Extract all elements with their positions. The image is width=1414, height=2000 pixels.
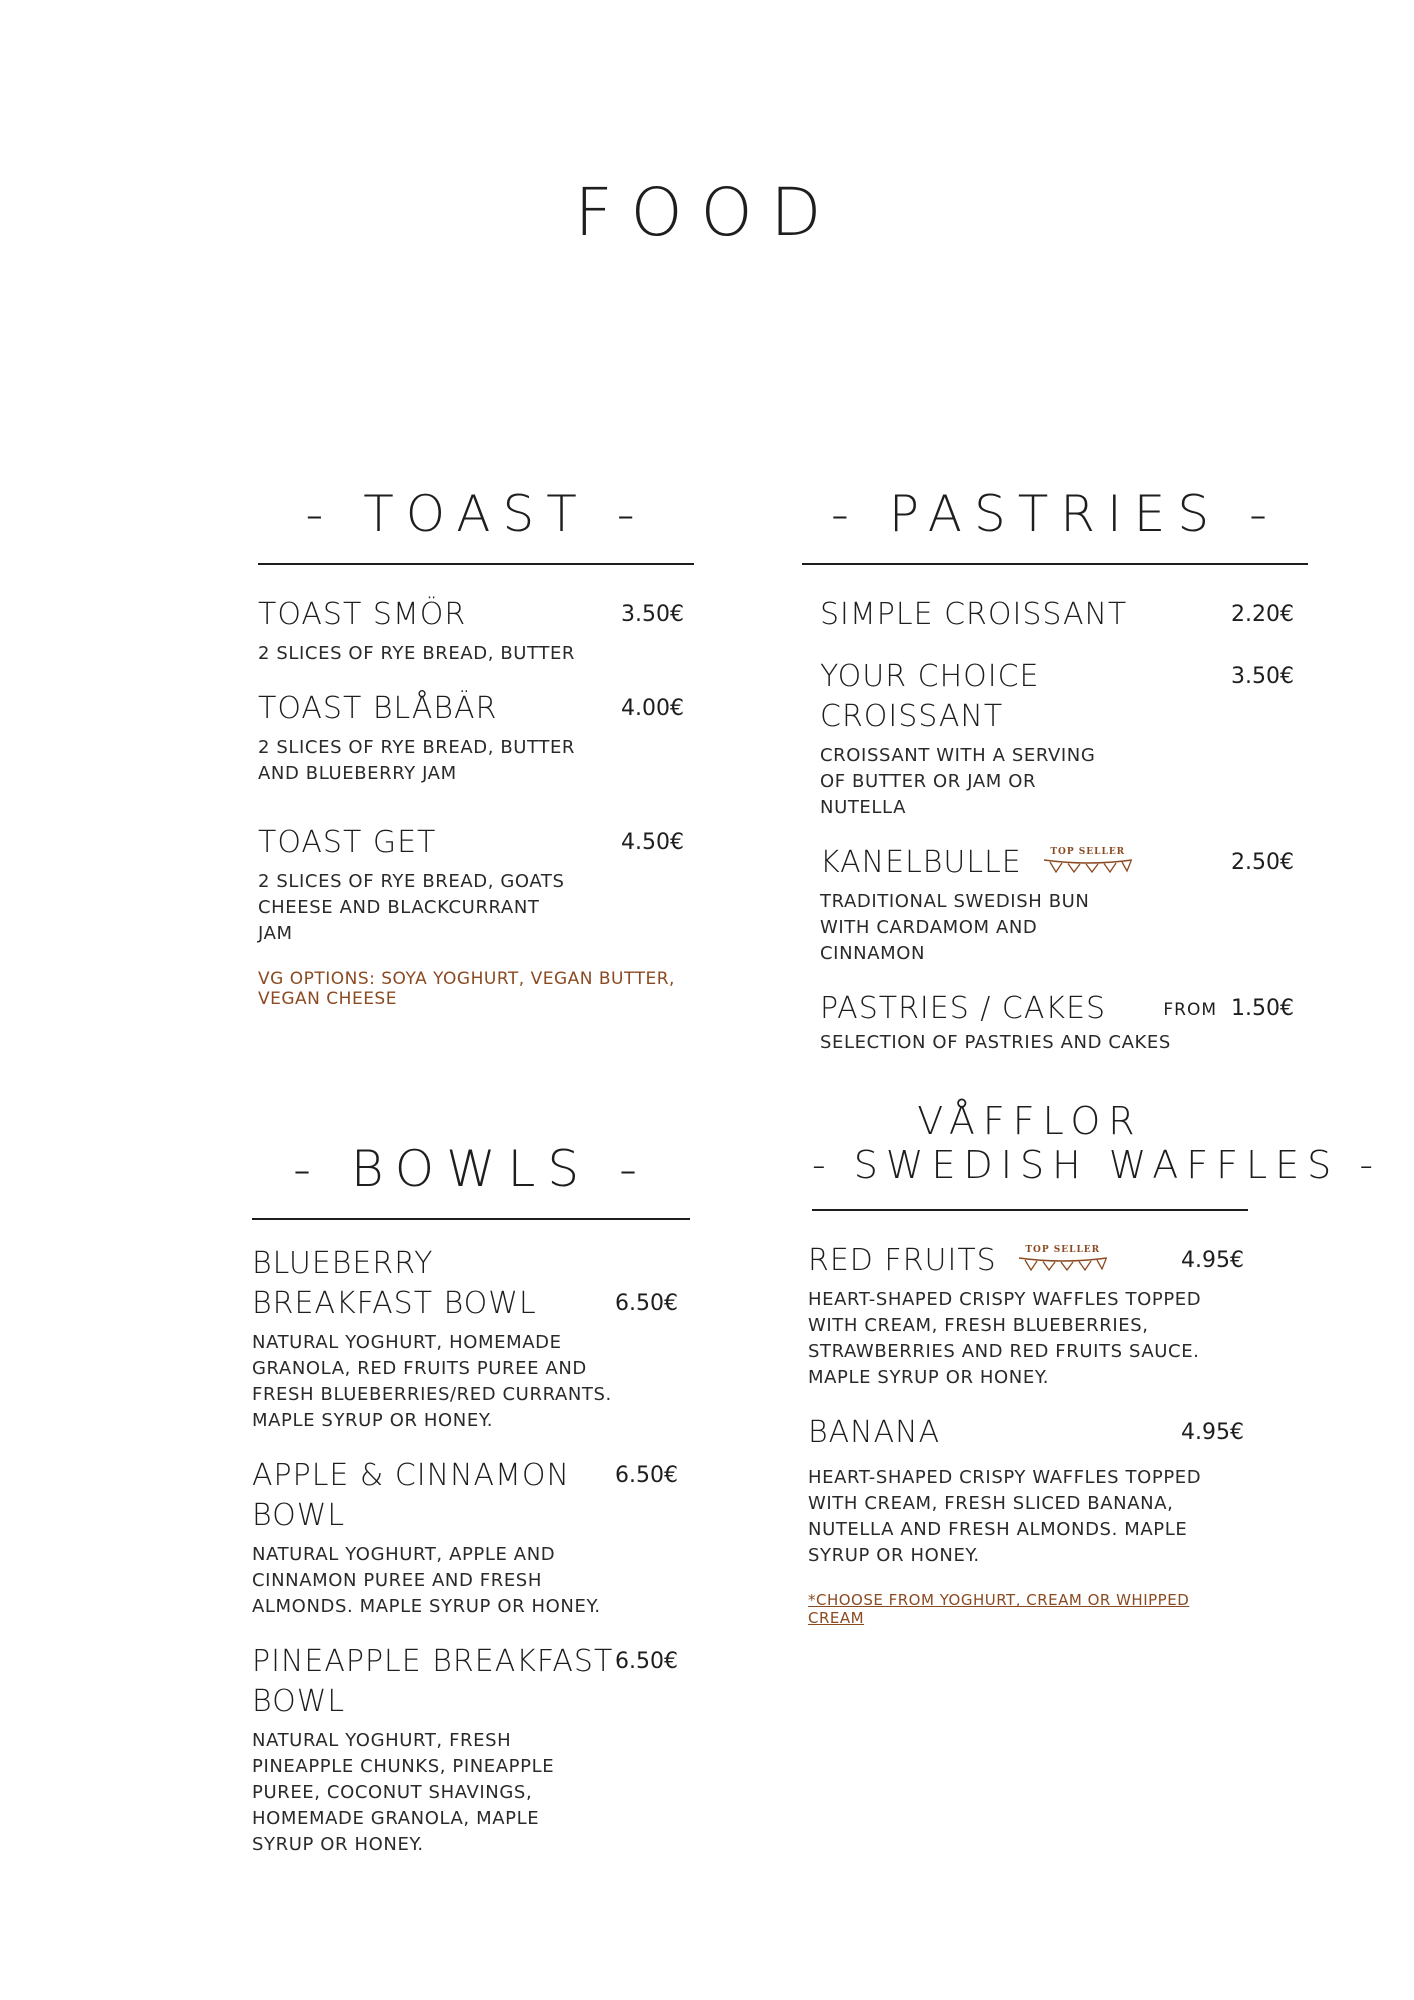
item-name (820, 843, 1134, 883)
item-name: YOUR CHOICE CROISSANT (820, 658, 1040, 734)
price-value: 1.50€ (1231, 995, 1294, 1021)
item-price: 6.50€ (615, 1290, 678, 1316)
item-name: BLUEBERRY BREAKFAST BOWL (252, 1245, 537, 1321)
item-description: NATURAL YOGHURT, APPLE AND CINNAMON PUREE AND FRESH ALMONDS. MAPLE SYRUP OR HONEY. (252, 1543, 601, 1617)
item-description: 2 SLICES OF RYE BREAD, BUTTER (258, 642, 576, 664)
menu-item (820, 989, 1294, 1056)
item-name: BANANA (808, 1415, 941, 1451)
pastries-section (802, 485, 1308, 1078)
bowls-heading: - BOWLS - (292, 1140, 650, 1198)
vegan-options-note: VG OPTIONS: SOYA YOGHURT, VEGAN BUTTER, VEGAN CHEESE (258, 968, 675, 1009)
bunting-flag-icon (1042, 857, 1134, 873)
item-price: 6.50€ (615, 1462, 678, 1488)
bowls-section (252, 1140, 690, 1880)
item-name: PASTRIES / CAKES (820, 990, 1107, 1026)
page-title: FOOD (574, 174, 840, 251)
item-description: 2 SLICES OF RYE BREAD, BUTTER AND BLUEBERRY JAM (258, 736, 576, 784)
waffles-heading-swedish: VÅFFLOR (917, 1099, 1143, 1143)
waffles-divider (812, 1209, 1248, 1211)
item-name: TOAST BLÅBÄR (258, 690, 498, 726)
item-description: SELECTION OF PASTRIES AND CAKES (820, 1031, 1171, 1053)
item-name: PINEAPPLE BREAKFAST BOWL (252, 1643, 614, 1719)
menu-item (820, 657, 1294, 821)
item-price (1163, 989, 1294, 1030)
toast-section (258, 485, 694, 1009)
item-name: TOAST GET (258, 824, 437, 860)
menu-item (258, 823, 684, 947)
menu-item (252, 1244, 678, 1434)
item-name: TOAST SMÖR (258, 596, 467, 632)
item-price: 2.50€ (1231, 849, 1294, 875)
item-price: 6.50€ (615, 1648, 678, 1674)
cream-choice-note: *CHOOSE FROM YOGHURT, CREAM OR WHIPPED CREAM (808, 1591, 1190, 1628)
item-name-text: RED FRUITS (808, 1243, 997, 1279)
item-description: NATURAL YOGHURT, HOMEMADE GRANOLA, RED FRUITS PUREE AND FRESH BLUEBERRIES/RED CURRANTS. MAPLE SYRUP OR HONEY. (252, 1331, 612, 1431)
item-description: CROISSANT WITH A SERVING OF BUTTER OR JAM OR NUTELLA (820, 744, 1096, 818)
item-description: HEART-SHAPED CRISPY WAFFLES TOPPED WITH CREAM, FRESH SLICED BANANA, NUTELLA AND FRESH ALMONDS. MAPLE SYRUP OR HONEY. (808, 1467, 1202, 1567)
item-name-text: KANELBULLE (820, 844, 1022, 880)
item-price: 4.50€ (621, 829, 684, 855)
top-seller-badge (1042, 848, 1134, 873)
menu-item (808, 1241, 1244, 1391)
waffles-section (808, 1099, 1382, 1628)
item-description: HEART-SHAPED CRISPY WAFFLES TOPPED WITH CREAM, FRESH BLUEBERRIES, STRAWBERRIES AND RED FRUITS SAUCE. MAPLE SYRUP OR HONEY. (808, 1289, 1202, 1389)
bunting-flag-icon (1017, 1255, 1109, 1271)
item-price: 3.50€ (621, 601, 684, 627)
bowls-divider (252, 1218, 690, 1220)
item-price: 2.20€ (1231, 601, 1294, 627)
item-description: 2 SLICES OF RYE BREAD, GOATS CHEESE AND BLACKCURRANT JAM (258, 870, 565, 944)
toast-divider (258, 563, 694, 565)
toast-heading: - TOAST - (305, 485, 647, 543)
waffles-heading-english: - SWEDISH WAFFLES - (812, 1142, 1382, 1187)
menu-item (820, 595, 1294, 635)
item-description: TRADITIONAL SWEDISH BUN WITH CARDAMOM AND CINNAMON (820, 890, 1090, 964)
menu-item (258, 689, 684, 787)
item-price: 4.95€ (1181, 1248, 1244, 1274)
top-seller-badge (1017, 1246, 1109, 1271)
item-price: 4.95€ (1181, 1420, 1244, 1446)
item-price: 4.00€ (621, 695, 684, 721)
price-prefix: FROM (1163, 999, 1218, 1020)
badge-label: TOP SELLER (1025, 1245, 1101, 1256)
item-name: SIMPLE CROISSANT (820, 596, 1128, 632)
menu-item (808, 1413, 1244, 1569)
menu-item (252, 1456, 678, 1620)
item-description: NATURAL YOGHURT, FRESH PINEAPPLE CHUNKS, PINEAPPLE PUREE, COCONUT SHAVINGS, HOMEMADE GRANOLA, MAPLE SYRUP OR HONEY. (252, 1729, 555, 1855)
badge-label: TOP SELLER (1050, 846, 1126, 857)
item-price: 3.50€ (1231, 663, 1294, 689)
menu-item (252, 1642, 678, 1858)
pastries-divider (802, 563, 1308, 565)
menu-item (820, 843, 1294, 967)
item-name: APPLE & CINNAMON BOWL (252, 1457, 570, 1533)
waffles-heading (812, 1099, 1382, 1187)
pastries-heading: - PASTRIES - (830, 485, 1280, 543)
item-name (808, 1241, 1109, 1281)
menu-item (258, 595, 684, 667)
